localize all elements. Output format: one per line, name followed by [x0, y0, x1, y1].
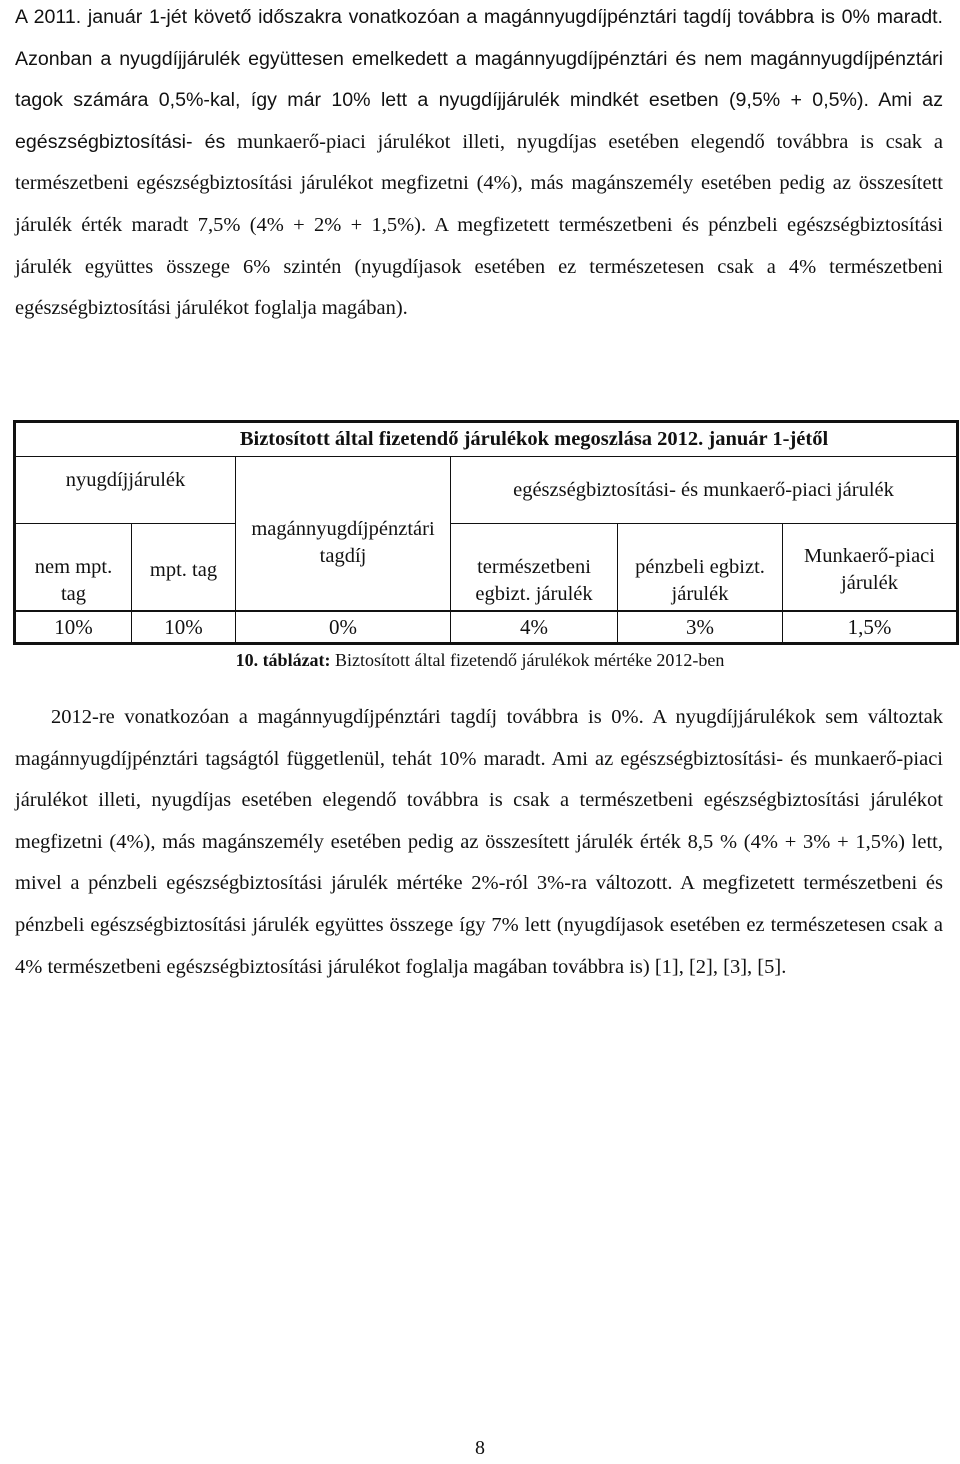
header-pension-non-member: nem mpt. tag — [15, 524, 132, 612]
header-health-in-kind: természetbeni egbizt. járulék — [451, 524, 618, 612]
caption-lead: 10. táblázat: — [235, 650, 331, 670]
table-row — [15, 611, 958, 644]
intro-paragraph-sans-part: A 2011. január 1-jét követő időszakra vonatkozóan a magánnyugdíjpénztári tagdíj továbbra is 0% maradt. Azonban a nyugdíjjárulék együttesen emelkedett a magánnyugdíjpénztári és nem magánnyugdíjpénztári tagok számára 0,5%-kal, így már 10% lett a nyugdíjjárulék mindkét esetben (9,5% + 0,5%). Ami az egészségbiztosítási- és — [15, 6, 943, 153]
table-caption — [0, 648, 960, 672]
header-pension: nyugdíjjárulék — [15, 457, 236, 524]
value-pension-non-member: 10% — [15, 611, 132, 644]
value-pension-member: 10% — [132, 611, 236, 644]
value-health-in-kind: 4% — [451, 611, 618, 644]
intro-paragraph — [15, 0, 943, 330]
header-pension-member: mpt. tag — [132, 524, 236, 612]
caption-text: Biztosított által fizetendő járulékok mértéke 2012-ben — [330, 650, 725, 670]
header-health-group: egészségbiztosítási- és munkaerő-piaci járulék — [451, 457, 958, 524]
value-private-fund-fee: 0% — [236, 611, 451, 644]
header-labour-market: Munkaerő-piaci járulék — [783, 524, 958, 612]
intro-paragraph-serif-part: munkaerő-piaci járulékot illeti, nyugdíjas esetében elegendő továbbra is csak a természetbeni egészségbiztosítási járulékot megfizetni (4%), más magánszemély esetében pedig az összesített járulék érték maradt 7,5% (4% + 2% + 1,5%). A megfizetett természetbeni és pénzbeli egészségbiztosítási járulék együttes összege 6% szintén (nyugdíjasok esetében ez természetesen csak a 4% természetbeni egészségbiztosítási járulékot foglalja magában). — [15, 130, 943, 320]
header-private-fund-fee: magánnyugdíjpénztári tagdíj — [236, 457, 451, 612]
value-labour-market: 1,5% — [783, 611, 958, 644]
page-number: 8 — [475, 1437, 485, 1459]
table-title: Biztosított által fizetendő járulékok megoszlása 2012. január 1-jétől — [15, 422, 958, 457]
value-health-cash: 3% — [618, 611, 783, 644]
header-health-cash: pénzbeli egbizt. járulék — [618, 524, 783, 612]
contribution-table — [13, 420, 959, 645]
body-paragraph: 2012-re vonatkozóan a magánnyugdíjpénztári tagdíj továbbra is 0%. A nyugdíjjárulékok sem változtak magánnyugdíjpénztári tagságtól függetlenül, tehát 10% maradt. Ami az egészségbiztosítási- és munkaerő-piaci járulékot illeti, nyugdíjas esetében elegendő továbbra is csak a természetbeni egészségbiztosítási járulékot megfizetni (4%), más magánszemély esetében pedig az összesített járulék érték 8,5 % (4% + 3% + 1,5%) lett, mivel a pénzbeli egészségbiztosítási járulék mértéke 2%-ról 3%-ra változott. A megfizetett természetbeni és pénzbeli egészségbiztosítási járulék együttes összege így 7% lett (nyugdíjasok esetében ez természetesen csak a 4% természetbeni egészségbiztosítási járulékot foglalja magában továbbra is) [1], [2], [3], [5]. — [15, 706, 943, 978]
contribution-table-wrapper — [13, 420, 959, 645]
